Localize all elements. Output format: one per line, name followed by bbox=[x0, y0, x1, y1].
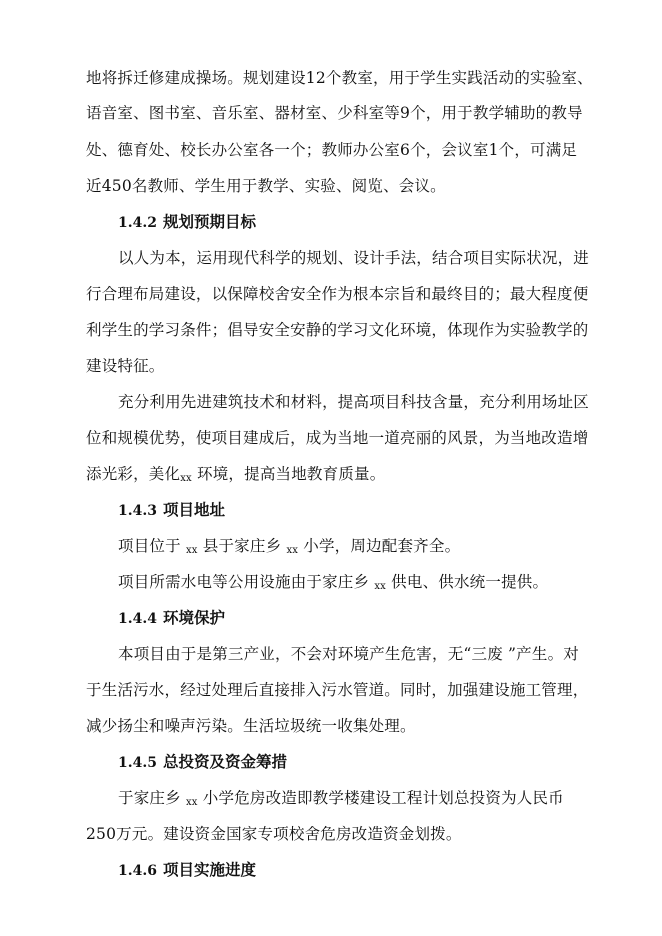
paragraph-line: 利学生的学习条件；倡导安全安静的学习文化环境，体现作为实验教学的 bbox=[86, 321, 589, 339]
section-title: 规划预期目标 bbox=[162, 212, 256, 231]
section-title: 总投资及资金筹措 bbox=[162, 752, 287, 771]
paragraph-line: 建设特征。 bbox=[86, 357, 165, 375]
paragraph-line: 语音室、图书室、音乐室、器材室、少科室等9个，用于教学辅助的教导 bbox=[86, 104, 583, 122]
paragraph-line: 位和规模优势，使项目建成后，成为当地一道亮丽的风景，为当地改造增 bbox=[86, 429, 589, 447]
paragraph-line: 于家庄乡 xx 小学危房改造即教学楼建设工程计划总投资为人民币 bbox=[118, 789, 564, 808]
paragraph-line: 项目所需水电等公用设施由于家庄乡 xx 供电、供水统一提供。 bbox=[118, 573, 549, 592]
section-number: 1.4.2 bbox=[118, 215, 157, 231]
paragraph-line: 添光彩，美化xx 环境，提高当地教育质量。 bbox=[86, 465, 386, 484]
section-number: 1.4.4 bbox=[118, 611, 157, 627]
paragraph-line: 充分利用先进建筑技术和材料，提高项目科技含量，充分利用场址区 bbox=[118, 393, 590, 411]
paragraph-line: 250万元。建设资金国家专项校舍危房改造资金划拨。 bbox=[86, 825, 462, 843]
paragraph-line: 行合理布局建设，以保障校舍安全作为根本宗旨和最终目的；最大程度便 bbox=[86, 285, 589, 303]
section-title: 项目地址 bbox=[162, 500, 225, 519]
section-number: 1.4.6 bbox=[118, 863, 157, 879]
paragraph-line: 处、德育处、校长办公室各一个；教师办公室6个，会议室1个，可满足 bbox=[86, 141, 578, 159]
section-number: 1.4.3 bbox=[118, 503, 157, 519]
placeholder-xx: xx bbox=[185, 797, 198, 808]
placeholder-xx: xx bbox=[180, 473, 192, 484]
section-heading-1-4-2 bbox=[118, 212, 256, 233]
section-heading-1-4-4 bbox=[118, 608, 225, 629]
section-heading-1-4-5 bbox=[118, 752, 287, 773]
paragraph-line: 近450名教师、学生用于教学、实验、阅览、会议。 bbox=[86, 177, 446, 195]
paragraph-line: 本项目由于是第三产业，不会对环境产生危害，无“三废 ”产生。对 bbox=[118, 645, 579, 663]
section-heading-1-4-6 bbox=[118, 860, 256, 881]
placeholder-xx: xx bbox=[286, 545, 299, 556]
section-title: 环境保护 bbox=[162, 608, 225, 627]
paragraph-line: 以人为本，运用现代科学的规划、设计手法，结合项目实际状况，进 bbox=[118, 249, 590, 267]
placeholder-xx: xx bbox=[185, 545, 198, 556]
section-number: 1.4.5 bbox=[118, 755, 157, 771]
section-heading-1-4-3 bbox=[118, 500, 225, 521]
paragraph-line: 减少扬尘和噪声污染。生活垃圾统一收集处理。 bbox=[86, 717, 416, 735]
paragraph-line: 项目位于 xx 县于家庄乡 xx 小学，周边配套齐全。 bbox=[118, 537, 461, 556]
section-title: 项目实施进度 bbox=[162, 860, 256, 879]
placeholder-xx: xx bbox=[374, 581, 387, 592]
paragraph-line: 地将拆迁修建成操场。规划建设12个教室，用于学生实践活动的实验室、 bbox=[86, 69, 593, 87]
paragraph-line: 于生活污水，经过处理后直接排入污水管道。同时，加强建设施工管理， bbox=[86, 681, 589, 699]
